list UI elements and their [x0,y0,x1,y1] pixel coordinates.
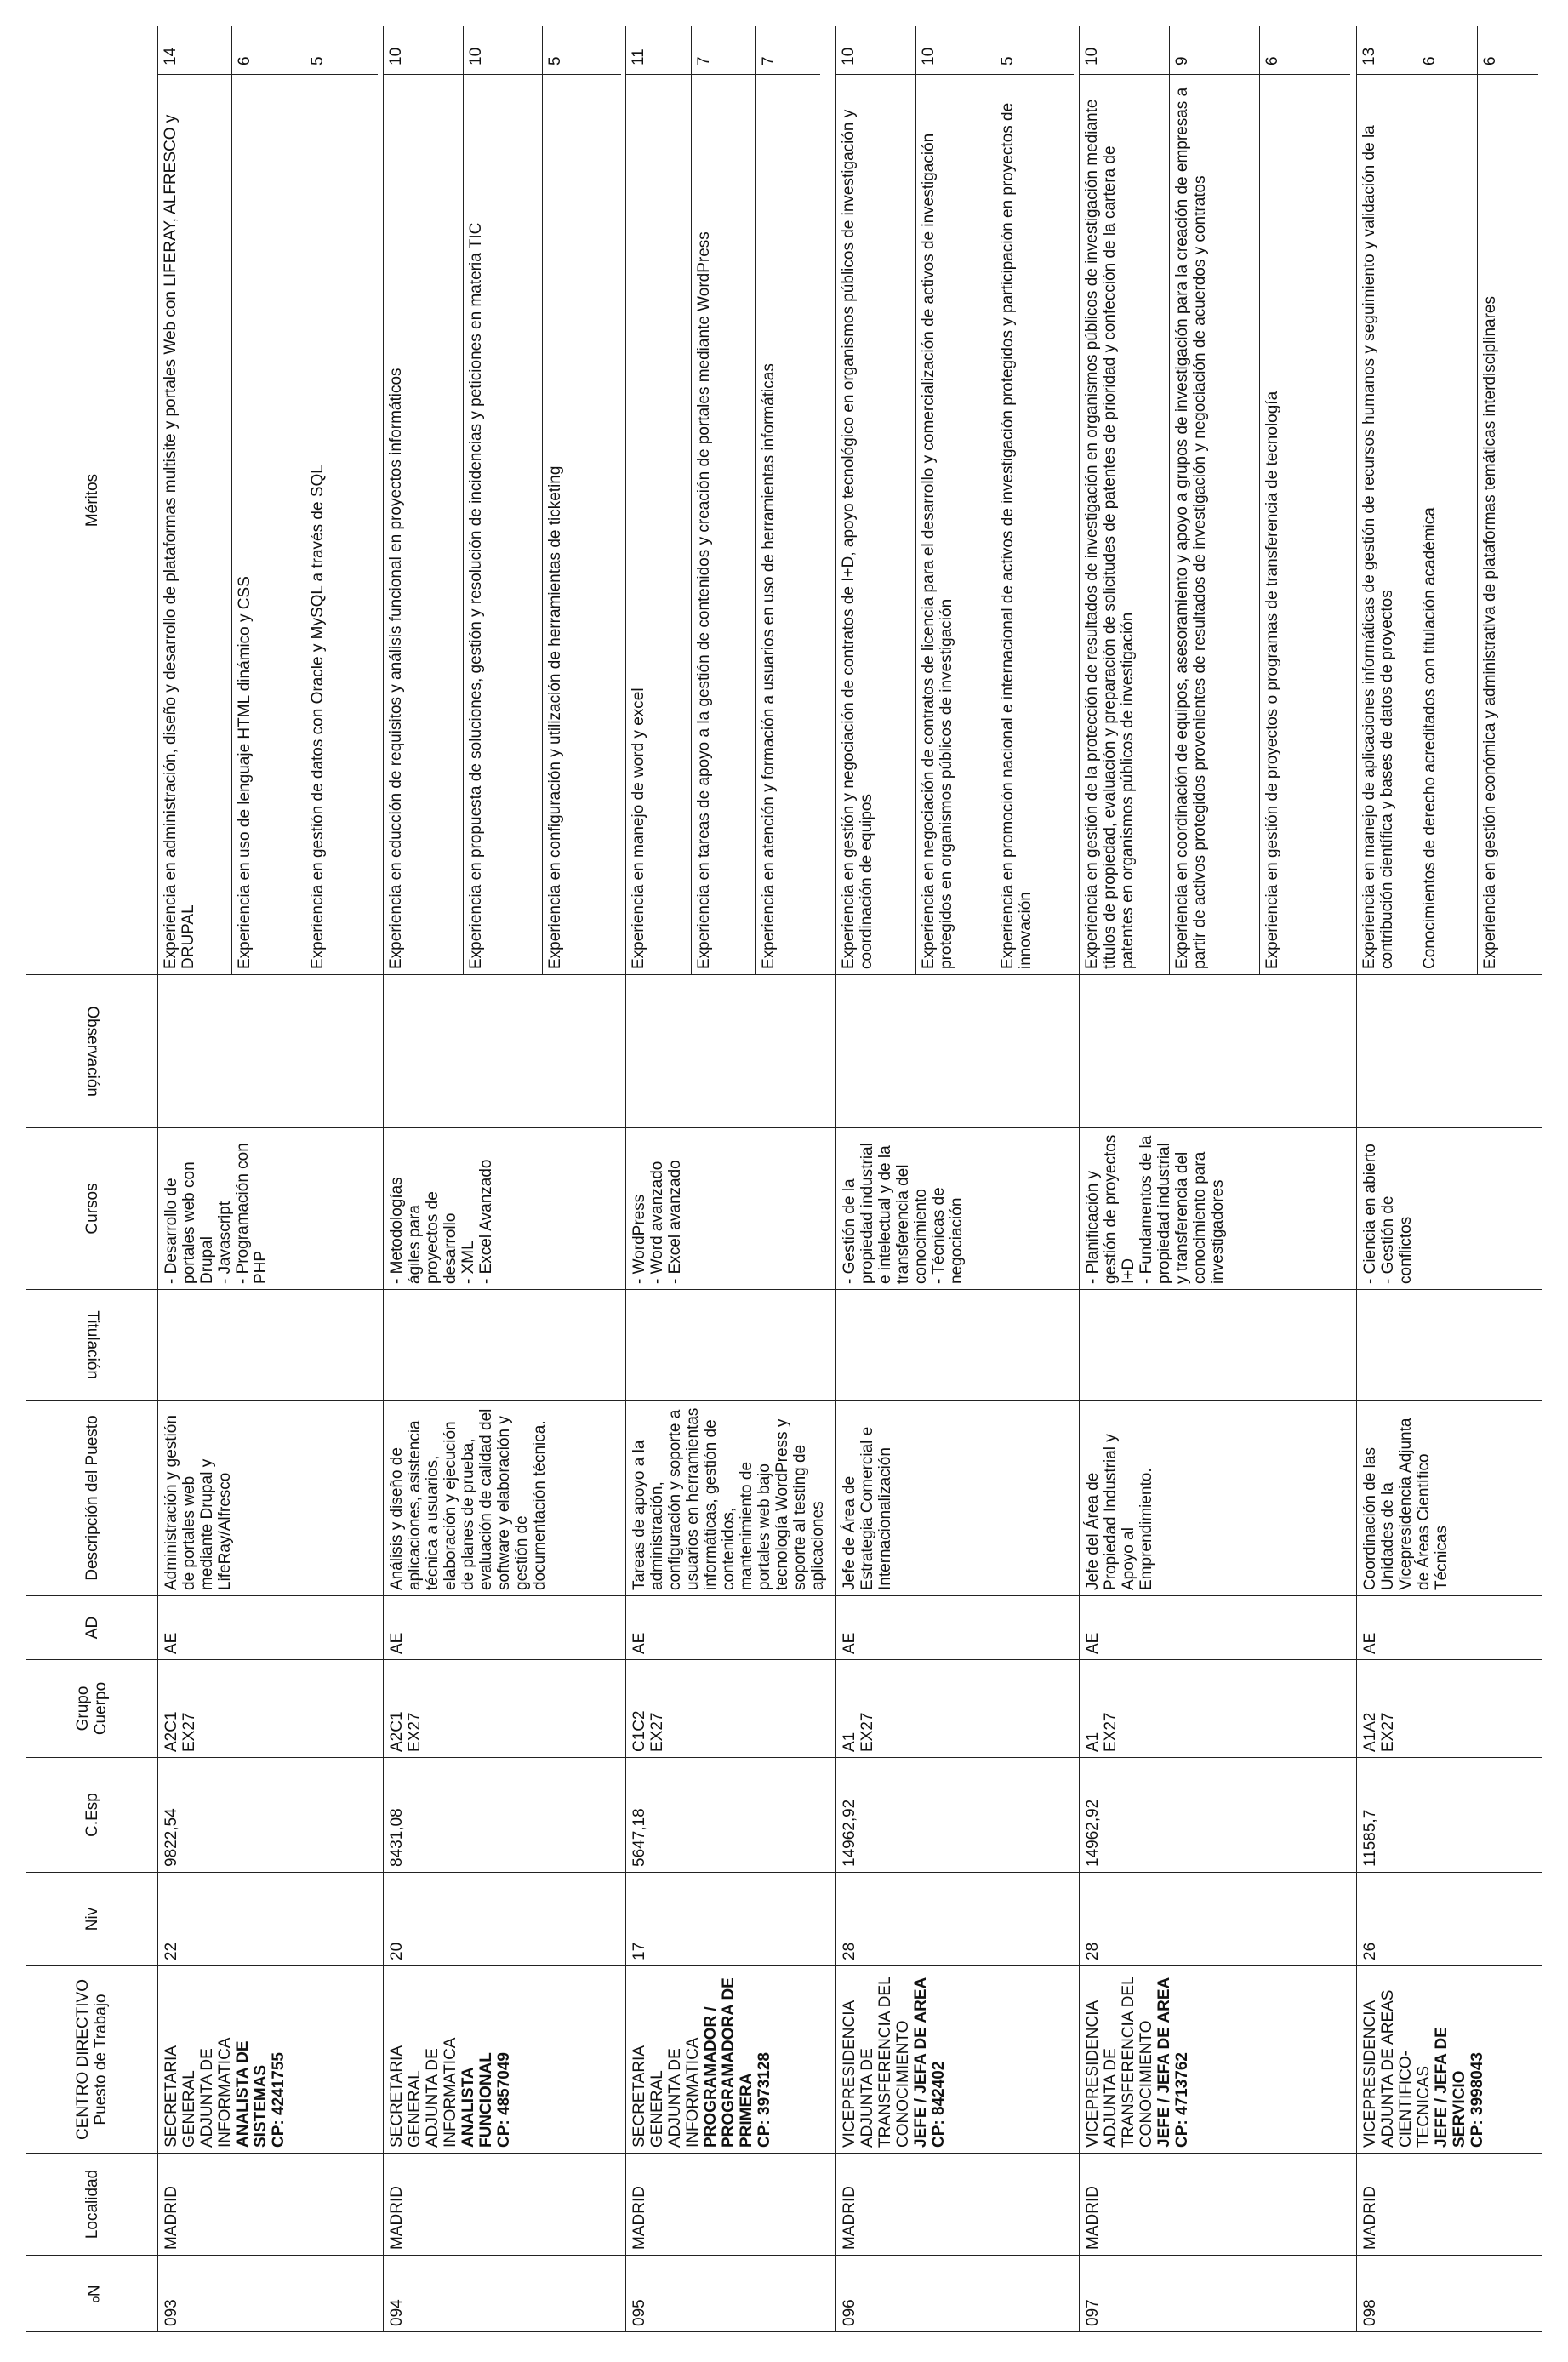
cell-ad [1079,1596,1356,1660]
cell-cesp [1079,1758,1356,1873]
cell-observacion [836,975,1079,1128]
merito-item [463,26,542,974]
field-cuerpo: EX27 [1101,1712,1120,1752]
header-descripcion: Descripción del Puesto [26,1401,158,1596]
merito-text: Experiencia en gestión económica y administrativa de plataformas temáticas interdisciplinares [1481,296,1500,969]
merito-item [995,26,1074,974]
field-descripcion: Jefe de Área de Estrategia Comercial e Internacionalización [841,1426,895,1590]
cell-cursos [1079,1128,1356,1290]
merito-text: Experiencia en uso de lenguaje HTML dinámico y CSS [231,75,305,975]
field-localidad: MADRID [630,2186,649,2250]
curso-item: - Planificación y gestión de proyectos I+D [1083,1134,1138,1284]
field-descripcion: Análisis y diseño de aplicaciones, asistencia técnica a usuarios, elaboración y ejecución de planes de prueba, evaluación de calidad del software y elaboración y gestión de documentación técnica. [388,1408,550,1590]
cell-ad [626,1596,836,1660]
meritos-list [384,26,621,974]
meritos-list [1080,26,1350,974]
merito-points: 5 [305,26,378,75]
curso-item: - Gestión de la propiedad industrial e intelectual y de la transferencia del conocimiento [841,1143,931,1284]
merito-points: 5 [995,26,1074,75]
field-observacion [158,975,167,1127]
cell-niv [158,1873,384,1966]
centro-line: VICEPRESIDENCIA [841,2000,859,2148]
curso-item: - Ciencia en abierto [1360,1144,1379,1284]
merito-points: 7 [691,26,755,75]
cell-grupo [1079,1660,1356,1758]
cell-cesp [626,1758,836,1873]
field-cp: CP: 842402 [930,2061,949,2148]
cell-cesp [1356,1758,1542,1873]
cell-num [384,2256,626,2332]
puestos-table [26,26,1542,2332]
merito-points: 6 [231,26,305,75]
curso-item: - Fundamentos de la propiedad industrial y transferencia del conocimiento para investigadores [1137,1135,1227,1284]
merito-item [1080,26,1170,974]
table-row [626,26,836,2332]
merito-points: 9 [1170,26,1260,75]
cell-titulacion [384,1290,626,1401]
curso-item: - Programación con PHP [234,1143,270,1284]
merito-item [626,26,691,974]
field-observacion [1357,975,1366,1127]
centro-line: SECRETARIA GENERAL [163,2046,198,2148]
header-cursos: Cursos [26,1128,158,1290]
merito-item [542,26,621,974]
field-cuerpo: EX27 [1378,1712,1397,1752]
cell-observacion [1079,975,1356,1128]
cell-centro [836,1966,1079,2154]
cell-descripcion [158,1401,384,1596]
merito-points: 6 [1478,26,1538,75]
cell-ad [384,1596,626,1660]
centro-line: CONOCIMIENTO [1137,2020,1155,2148]
merito-points: 5 [542,26,621,75]
centro-line: TRANSFERENCIA DEL [876,1976,895,2148]
cell-meritos [1356,26,1542,975]
cell-observacion [384,975,626,1128]
centro-line: ADJUNTA DE [1101,2048,1120,2148]
merito-item [1478,26,1538,974]
field-observacion [836,975,845,1127]
cell-grupo [836,1660,1079,1758]
merito-points: 13 [1357,26,1417,75]
merito-text: Experiencia en manejo de aplicaciones informáticas de gestión de recursos humanos y seguimiento y validación de la contribución científica y bases de datos de proyectos [1357,75,1417,975]
field-cuerpo: EX27 [406,1712,425,1752]
field-localidad: MADRID [163,2186,180,2250]
merito-text: Experiencia en gestión de proyectos o programas de transferencia de tecnología [1263,391,1282,969]
field-cesp: 11585,7 [1360,1809,1379,1867]
field-grupo: A1A2 [1360,1712,1379,1752]
field-niv: 28 [841,1942,859,1960]
centro-line: SECRETARIA GENERAL [630,2046,667,2148]
field-num: 095 [630,2299,649,2326]
field-grupo: A2C1 [388,1711,407,1752]
cell-centro [1079,1966,1356,2154]
field-num: 098 [1360,2299,1379,2326]
field-puesto: JEFE / JEFA DE AREA [1155,1977,1173,2148]
field-niv: 28 [1083,1942,1102,1960]
field-cuerpo: EX27 [180,1712,198,1752]
header-cesp: C.Esp [26,1758,158,1873]
curso-item: - Excel Avanzado [477,1159,496,1284]
field-localidad: MADRID [1360,2186,1379,2250]
curso-item: - Gestión de conflictos [1378,1195,1415,1284]
merito-item [231,26,305,974]
merito-item [1170,26,1260,974]
field-titulacion [158,1290,167,1400]
merito-text: Conocimientos de derecho acreditados con titulación académica [1417,75,1478,975]
field-puesto: PROGRAMADOR / PROGRAMADORA DE PRIMERA [702,1977,756,2148]
field-puesto: JEFE / JEFA DE SERVICIO [1432,2027,1468,2148]
merito-text: Experiencia en configuración y utilización de herramientas de ticketing [545,465,564,969]
merito-text: Experiencia en tareas de apoyo a la gestión de contenidos y creación de portales mediante WordPress [691,75,755,975]
cell-titulacion [626,1290,836,1401]
centro-line: CIENTIFICO-TECNICAS [1396,2051,1433,2148]
cell-cesp [836,1758,1079,1873]
centro-line: ADJUNTA DE AREAS [1378,1989,1397,2148]
cell-cesp [158,1758,384,1873]
field-titulacion [1357,1290,1366,1400]
merito-text: Experiencia en gestión de datos con Oracle y MySQL a través de SQL [308,465,327,969]
field-observacion [626,975,635,1127]
merito-item [384,26,463,974]
curso-item: - Javascript [216,1201,234,1284]
field-niv: 22 [163,1942,180,1960]
cell-cesp [384,1758,626,1873]
field-cuerpo: EX27 [858,1712,877,1752]
field-num: 096 [841,2299,859,2326]
field-num: 094 [388,2299,407,2326]
field-cesp: 14962,92 [1083,1799,1102,1867]
merito-text: Experiencia en educción de requisitos y análisis funcional en proyectos informáticos [384,75,463,975]
meritos-list [1357,26,1538,974]
field-ad: AE [388,1632,407,1654]
field-cuerpo: EX27 [648,1712,667,1752]
cell-niv [836,1873,1079,1966]
cell-localidad [1356,2154,1542,2256]
field-grupo: C1C2 [630,1710,649,1752]
header-titulacion: Titulación [26,1290,158,1401]
merito-item [836,26,915,974]
centro-line: ADJUNTA DE INFORMATICA [198,2037,234,2148]
centro-line: VICEPRESIDENCIA [1360,2000,1379,2148]
cell-cursos [158,1128,384,1290]
header-localidad: Localidad [26,2154,158,2256]
header-meritos: Méritos [26,26,158,975]
header-num: Nº [26,2256,158,2332]
cell-localidad [384,2154,626,2256]
field-grupo: A1 [1083,1732,1102,1752]
cell-centro [1356,1966,1542,2154]
cell-localidad [1079,2154,1356,2256]
cell-observacion [1356,975,1542,1128]
merito-item [691,26,755,974]
cell-niv [384,1873,626,1966]
centro-line: TRANSFERENCIA DEL [1119,1976,1138,2148]
cell-num [836,2256,1079,2332]
cell-grupo [626,1660,836,1758]
cell-localidad [836,2154,1079,2256]
header-row [26,26,158,2332]
curso-item: - Metodologías ágiles para proyectos de desarrollo [388,1177,460,1284]
field-niv: 26 [1360,1942,1379,1960]
cell-meritos [626,26,836,975]
cell-grupo [158,1660,384,1758]
centro-line: ADJUNTA DE [858,2048,877,2148]
header-ad: AD [26,1596,158,1660]
field-cesp: 9822,54 [163,1808,180,1867]
merito-points: 14 [158,26,231,75]
cell-centro [626,1966,836,2154]
meritos-list [836,26,1074,974]
header-grupo: Grupo Cuerpo [26,1660,158,1758]
merito-points: 10 [384,26,463,75]
merito-text: Experiencia en coordinación de equipos, asesoramiento y apoyo a grupos de investigación para la creación de empresas a partir de activos protegidos provenientes de resultados de investigación y negociación de acuerdos y contratos [1170,75,1260,975]
curso-item: - Excel avanzado [666,1160,685,1284]
field-localidad: MADRID [1083,2186,1102,2250]
cell-descripcion [836,1401,1079,1596]
curso-item: - Técnicas de negociación [930,1187,966,1284]
cell-cursos [626,1128,836,1290]
centro-line: ADJUNTA DE INFORMATICA [424,2037,460,2148]
field-cp: CP: 4857049 [495,2052,514,2148]
cell-niv [1079,1873,1356,1966]
cell-meritos [1079,26,1356,975]
cell-meritos [836,26,1079,975]
cell-descripcion [1356,1401,1542,1596]
merito-text: Experiencia en administración, diseño y desarrollo de plataformas multisite y portales Web con LIFERAY, ALFRESCO y DRUPAL [158,75,231,975]
cell-num [1079,2256,1356,2332]
merito-points: 10 [463,26,542,75]
cell-descripcion [626,1401,836,1596]
cell-localidad [626,2154,836,2256]
field-descripcion: Coordinación de las Unidades de la Vicepresidencia Adjunta de Áreas Científico Técnicas [1360,1418,1451,1590]
field-descripcion: Jefe del Área de Propiedad Industrial y Apoyo al Emprendimiento. [1083,1434,1155,1590]
merito-item [305,26,378,974]
field-puesto: JEFE / JEFA DE AREA [912,1977,931,2148]
field-puesto: ANALISTA DE SISTEMAS [234,2040,270,2148]
cell-cursos [384,1128,626,1290]
field-cp: CP: 4713762 [1172,2052,1191,2148]
field-ad: AE [1083,1632,1102,1654]
merito-item [158,26,231,974]
centro-line: ADJUNTA DE INFORMATICA [666,2037,703,2148]
merito-item [1357,26,1417,974]
field-cp: CP: 3973128 [755,2052,774,2148]
cell-num [1356,2256,1542,2332]
cell-cursos [1356,1128,1542,1290]
cell-ad [158,1596,384,1660]
field-grupo: A1 [841,1732,859,1752]
cell-meritos [384,26,626,975]
table-row [158,26,384,2332]
field-niv: 17 [630,1942,649,1960]
field-localidad: MADRID [841,2186,859,2250]
cell-ad [1356,1596,1542,1660]
merito-item [1417,26,1478,974]
table-row [1356,26,1542,2332]
field-titulacion [626,1290,635,1400]
cell-grupo [384,1660,626,1758]
curso-item: - XML [459,1241,478,1284]
cell-observacion [626,975,836,1128]
merito-points: 6 [1260,26,1350,75]
meritos-list [158,26,378,974]
curso-item: - Word avanzado [648,1161,667,1284]
merito-text: Experiencia en manejo de word y excel [626,75,691,975]
field-localidad: MADRID [388,2186,407,2250]
table-row [836,26,1079,2332]
cell-num [158,2256,384,2332]
field-titulacion [384,1290,392,1400]
merito-points: 10 [915,26,995,75]
merito-points: 10 [1080,26,1170,75]
field-cp: CP: 3998043 [1468,2052,1486,2148]
header-centro: CENTRO DIRECTIVO Puesto de Trabajo [26,1966,158,2154]
merito-item [755,26,820,974]
merito-points: 6 [1417,26,1478,75]
field-puesto: ANALISTA FUNCIONAL [459,2052,496,2148]
field-niv: 20 [388,1942,407,1960]
field-cesp: 5647,18 [630,1808,649,1867]
cell-ad [836,1596,1079,1660]
field-observacion [384,975,392,1127]
cell-centro [158,1966,384,2154]
cell-observacion [158,975,384,1128]
cell-descripcion [1079,1401,1356,1596]
merito-item [915,26,995,974]
field-ad: AE [163,1632,180,1654]
cell-grupo [1356,1660,1542,1758]
field-observacion [1080,975,1088,1127]
cell-num [626,2256,836,2332]
merito-points: 10 [836,26,915,75]
merito-text: Experiencia en promoción nacional e internacional de activos de investigación protegidos y participación en proyectos de innovación [998,102,1035,969]
merito-item [1260,26,1350,974]
table-row [1079,26,1356,2332]
meritos-list [626,26,820,974]
curso-item: - WordPress [630,1194,649,1284]
cell-niv [626,1873,836,1966]
centro-line: CONOCIMIENTO [894,2020,913,2148]
field-ad: AE [841,1632,859,1654]
field-ad: AE [1360,1632,1379,1654]
cell-centro [384,1966,626,2154]
field-cp: CP: 4241755 [270,2052,288,2148]
field-titulacion [836,1290,845,1400]
field-cesp: 8431,08 [388,1808,407,1867]
field-descripcion: Administración y gestión de portales web mediante Drupal y LifeRay/Alfresco [163,1415,234,1590]
field-num: 093 [163,2299,180,2326]
centro-line: SECRETARIA GENERAL [388,2046,425,2148]
cell-titulacion [836,1290,1079,1401]
merito-points: 7 [755,26,820,75]
centro-line: VICEPRESIDENCIA [1083,2000,1102,2148]
field-num: 097 [1083,2299,1102,2326]
merito-points: 11 [626,26,691,75]
cell-cursos [836,1128,1079,1290]
cell-titulacion [1079,1290,1356,1401]
merito-text: Experiencia en gestión de la protección de resultados de investigación en organismos públicos de investigación mediante títulos de propiedad, evaluación y preparación de solicitudes de patentes de prioridad y confección de la cartera de patentes en organismos públicos de investigación [1080,75,1170,975]
field-ad: AE [630,1632,649,1654]
merito-text: Experiencia en negociación de contratos de licencia para el desarrollo y comercialización de activos de investigación protegidos en organismos públicos de investigación [915,75,995,975]
curso-item: - Desarrollo de portales web con Drupal [163,1161,216,1284]
merito-text: Experiencia en propuesta de soluciones, gestión y resolución de incidencias y peticiones en materia TIC [463,75,542,975]
cell-titulacion [158,1290,384,1401]
cell-niv [1356,1873,1542,1966]
header-observacion: Observación [26,975,158,1128]
cell-descripcion [384,1401,626,1596]
field-grupo: A2C1 [163,1711,180,1752]
field-titulacion [1080,1290,1088,1400]
header-niv: Niv [26,1873,158,1966]
merito-text: Experiencia en atención y formación a usuarios en uso de herramientas informáticas [759,363,778,969]
field-descripcion: Tareas de apoyo a la administración, configuración y soporte a usuarios en herramientas informáticas, gestión de contenidos, mantenimiento de portales web bajo tecnología WordPress y soporte al testing de aplicaciones [630,1407,828,1590]
cell-titulacion [1356,1290,1542,1401]
field-cesp: 14962,92 [841,1799,859,1867]
cell-meritos [158,26,384,975]
cell-localidad [158,2154,384,2256]
table-row [384,26,626,2332]
merito-text: Experiencia en gestión y negociación de contratos de I+D, apoyo tecnológico en organismos públicos de investigación y coordinación de equipos [836,75,915,975]
